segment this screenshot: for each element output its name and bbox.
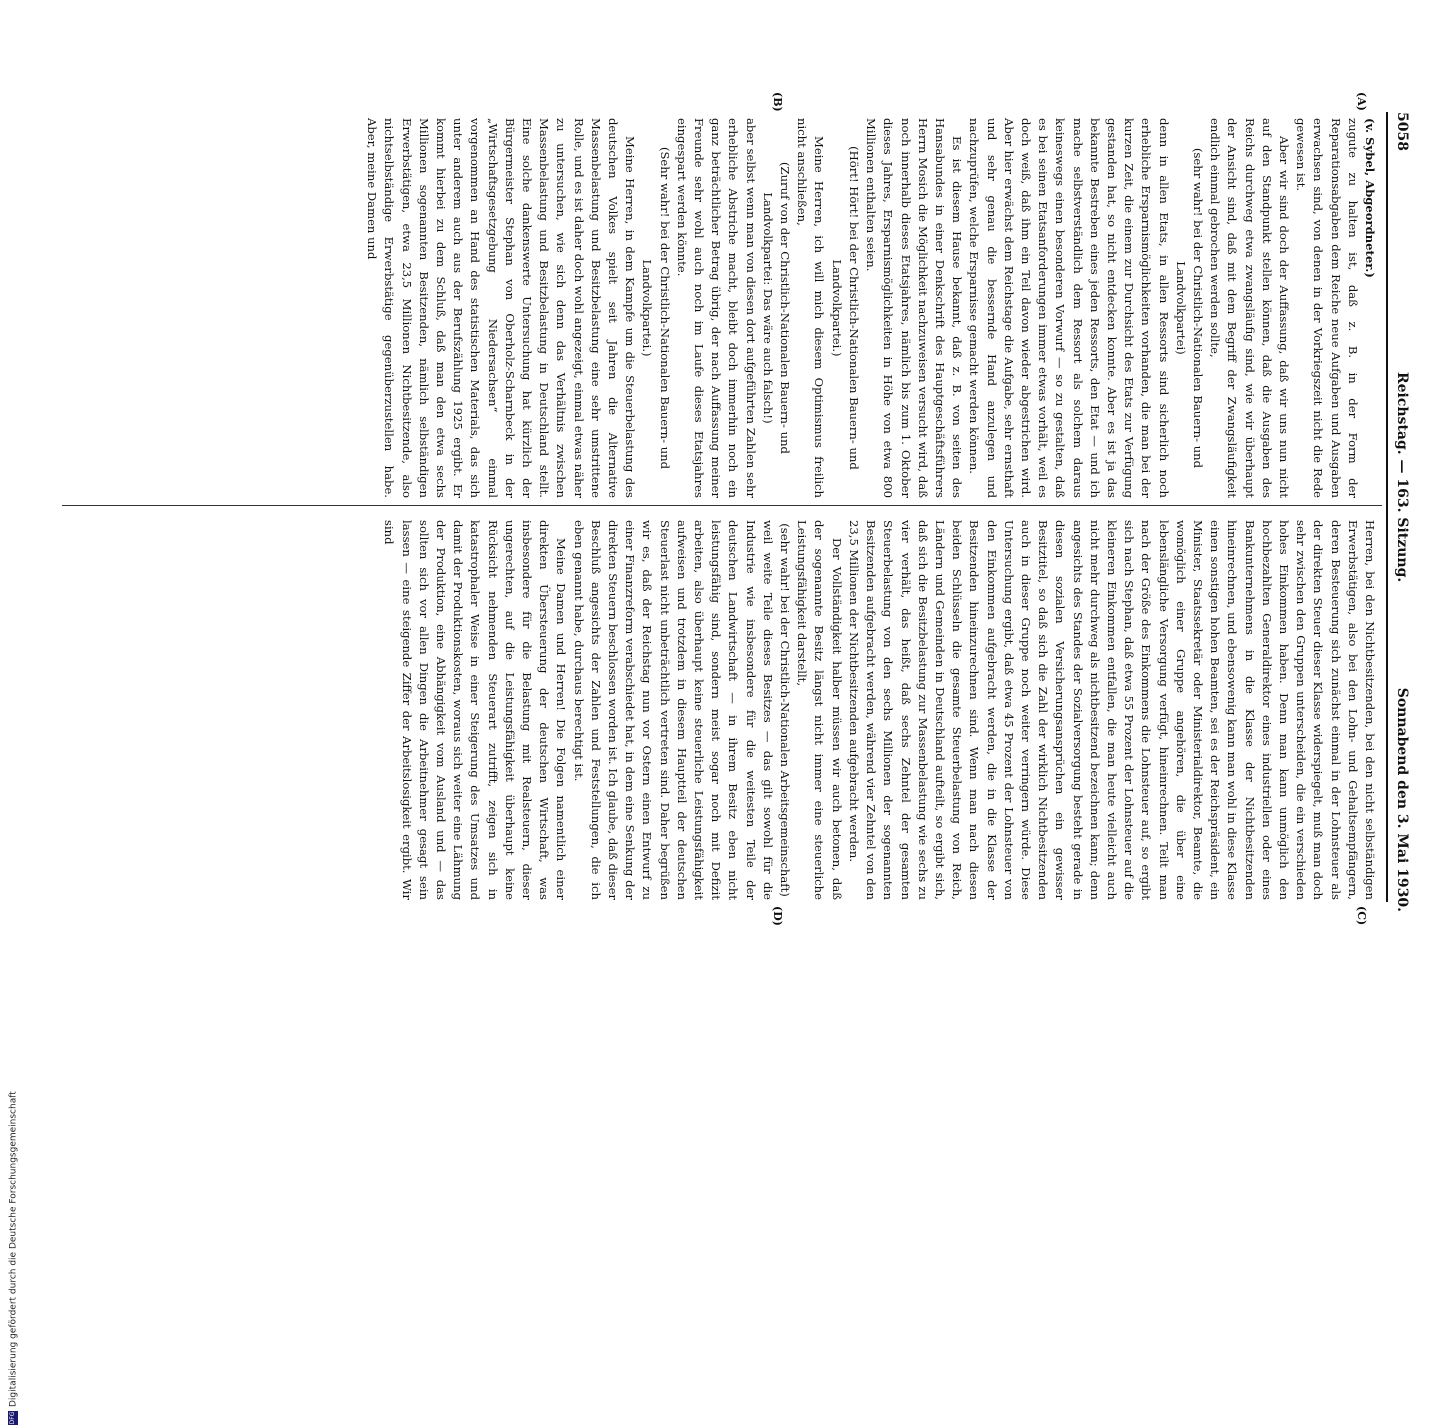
left-paragraph: Aber wir sind doch der Auffassung, daß wir uns nun nicht auf den Standpunkt stellen können, daß die Ausgaben des Reichs durchweg etwa zwangsläufig sind, wie wir überhaupt der Ansicht sind, daß mit dem Begriff der Zwangsläufigkeit endlich einmal gebrochen werden sollte,: [1208, 118, 1291, 498]
interjection: (sehr wahr! bei der Christlich-Nationalen Bauern- und Landvolkpartei): [1173, 147, 1205, 469]
left-paragraph: aber selbst wenn man von diesen dort aufgeführten Zahlen sehr erhebliche Abstriche macht, bleibt doch immerhin noch ein ganz beträchtlicher Betrag übrig, der nach Auffassung meiner Freunde sehr wohl auch noch im Laufe dieses Etatsjahres eingespart werden könnte.: [674, 118, 758, 498]
header-date: Sonnabend den 3. Mai 1930.: [1394, 687, 1410, 912]
right-paragraph: Herren, bei den Nichtbesitzenden, bei den nicht selbständigen Erwerbstätigen, also bei den Lohn- und Gehaltsempfängern, deren Besteuerung sich zunächst einmal in der Lohnsteuer als der direkten Steuer dieser Klasse widerspiegelt, muß man doch sehr zwischen den Gruppen unterscheiden, die ein verschieden hohes Einkommen haben. Denn man kann unmöglich den hochbezahlten Generaldirektor eines industriellen oder eines Bankunternehmens in die Klasse der Nichtbesitzenden hineinrechnen, und ebensowenig kann man wohl in diese Klasse einen sonstigen hohen Beamten, sei es der Reichspräsident, ein Minister, Staatssekretär oder Ministerialdirektor, Beamte, die womöglich einer Gruppe angehören, die über eine lebenslängliche Versorgung verfügt, hineinrechnen. Teilt man nach der Größe des Einkommens die Lohnsteuer auf, so ergibt sich nach Stephan, daß etwa 55 Prozent der Lohnsteuer auf die kleineren Einkommen entfallen, die man heute vielleicht auch nicht mehr durchweg als nichtbesitzend bezeichnen kann; denn angesichts des Standes der Sozialversorgung besteht gerade in diesen sozialen Versicherungsansprüchen ein gewisser Besitztitel, so daß sich die Zahl der wirklich Nichtbesitzenden auch in dieser Gruppe noch weiter verringern würde. Diese Untersuchung ergibt, daß etwa 45 Prozent der Lohnsteuer von den Einkommen aufgebracht werden, die in die Klasse der Besitzenden hineinzurechnen sind. Wenn man nach diesen beiden Schlüsseln die gesamte Steuerbelastung von Reich, Ländern und Gemeinden in Deutschland aufteilt, so ergibt sich, daß sich die Besitzbelastung zur Massenbelastung wie sechs zu vier verhält, das heißt, daß sechs Zehntel der gesamten Steuerbelastung von den sechs Millionen der sogenannten Besitzenden aufgebracht werden, während vier Zehntel von den 23,5 Millionen der Nichtbesitzenden aufgebracht werden.: [846, 520, 1377, 900]
interjection: (Sehr wahr! bei der Christlich-Nationalen Bauern- und Landvolkpartei.): [640, 146, 672, 470]
margin-marker-a: (A): [1355, 92, 1368, 111]
dfg-logo-icon: DFG: [9, 1411, 16, 1425]
column-divider: [62, 505, 1382, 506]
digitization-credit: [8, 1091, 19, 1425]
speaker-label: (v. Sybel, Abgeordneter.): [1363, 118, 1377, 278]
right-paragraph: weil weite Teile dieses Besitzes — das gilt sowohl für die Industrie wie insbesondere für die weitesten Teile der deutschen Landwirtschaft — in ihrem Besitz eben nicht leistungsfähig sind, sondern meist sogar noch mit Defizit arbeiten, also überhaupt keine steuerliche Leistungsfähigkeit aufweisen und trotzdem in diesem Hauptteil der deutschen Steuerlast nicht unbeträchtlich vertreten sind. Daher begrüßen wir es, daß der Reichstag nun vor Ostern einen Entwurf zu einer Finanzreform verabschiedet hat, in dem eine Senkung der direkten Steuern beschlossen worden ist. Ich glaube, daß dieser Beschluß angesichts der Zahlen und Feststellungen, die ich eben genannt habe, durchaus berechtigt ist.: [571, 520, 775, 900]
margin-marker-d: (D): [771, 906, 784, 926]
header-title: Reichstag. — 163. Sitzung.: [1394, 372, 1410, 583]
interjection: (Zuruf von der Christlich-Nationalen Bauern- und Landvolkpartei: Das wäre auch falsch!): [760, 162, 793, 454]
page-header: [1386, 112, 1410, 912]
left-column: [363, 118, 1378, 498]
margin-marker-c: (C): [1355, 906, 1368, 926]
left-paragraph: denn in allen Etats, in allen Ressorts sind sicherlich noch erhebliche Ersparnismöglichkeiten vorhanden, die man bei der kurzen Zeit, die einem zur Durchsicht des Etats zur Verfügung gestanden hat, so nicht entdecken konnte. Aber es ist ja das bekannte Bestreben eines jeden Ressorts, den Etat — und ich mache selbstverständlich dem Ressort als solchem daraus keineswegs einen besonderen Vorwurf — so zu gestalten, daß es bei seinen Etatsanforderungen immer etwas vorhält, weil es doch weiß, daß ihm ein Teil davon wieder abgestrichen wird. Aber hier erwächst dem Reichstage die Aufgabe, sehr ernsthaft und sehr genau die bessernde Hand anzulegen und nachzuprüfen, welche Ersparnisse gemacht werden können.: [967, 118, 1171, 498]
right-column: [380, 520, 1378, 900]
credit-text: Digitalisierung gefördert durch die Deutsche Forschungsgemeinschaft: [8, 1091, 19, 1407]
interjection: (sehr wahr! bei der Christlich-Nationalen Arbeitsgemeinschaft): [778, 523, 793, 897]
page-number: 5058: [1394, 112, 1410, 151]
right-paragraph: Meine Damen und Herren! Die Folgen namentlich einer direkten Übersteuerung der deutschen Wirtschaft, was insbesondere für die Belastung mit Realsteuern, dieser ungerechten, auf die Leistungsfähigkeit überhaupt keine Rücksicht nehmenden Steuerart zutrifft, zeigen sich in katastrophaler Weise in einer Steigerung des Umsatzes und damit der Produktionskosten, woraus sich weiter eine Lähmung der Produktion, eine Abhängigkeit vom Ausland und — das sollten sich vor allen Dingen die Arbeitnehmer gesagt sein lassen — eine steigende Ziffer der Arbeitslosigkeit ergibt. Wir sind: [382, 520, 569, 900]
margin-marker-b: (B): [771, 92, 784, 112]
header-rule: [1386, 112, 1388, 902]
left-paragraph: Es ist diesem Hause bekannt, daß z. B. von seiten des Hansabundes in einer Denkschrift des Hauptgeschäftsführers Herrn Mosich die Möglichkeit nachzuweisen versucht wird, daß noch innerhalb dieses Etatsjahres, nämlich bis zum 1. Oktober dieses Jahres, Ersparnismöglichkeiten in Höhe von etwa 800 Millionen enthalten seien.: [864, 118, 965, 498]
left-paragraph: Meine Herren, ich will mich diesem Optimismus freilich nicht anschließen,: [795, 118, 827, 498]
interjection: (Hört! Hört! bei der Christlich-Nationalen Bauern- und Landvolkpartei.): [829, 146, 861, 470]
left-paragraph: zugute zu halten ist, daß z. B. in der Form der Reparationsabgaben dem Reiche neue Aufgaben und Ausgaben erwachsen sind, von denen in der Vorkriegszeit nicht die Rede gewesen ist.: [1294, 118, 1360, 498]
right-paragraph: Der Vollständigkeit halber müssen wir auch betonen, daß der sogenannte Besitz längst nicht immer eine steuerliche Leistungsfähigkeit darstellt,: [795, 520, 844, 900]
left-paragraph: Meine Herren, in dem Kampfe um die Steuerbelastung des deutschen Volkes spielt seit Jahren die Alternative Massenbelastung und Besitzbelastung eine sehr umstrittene Rolle, und es ist daher doch wohl angezeigt, einmal etwas näher zu untersuchen, wie sich denn das Verhältnis zwischen Massenbelastung und Besitzbelastung in Deutschland stellt. Eine solche dankenswerte Untersuchung hat kürzlich der Bürgermeister Stephan von Oberholz-Scharnbeck in der „Wirtschaftsgesetzgebung Niedersachsen“ einmal vorgenommen an Hand des statistischen Materials, das sich unter anderem auch aus der Berufszählung 1925 ergibt. Er kommt hierbei zu dem Schluß, daß man den etwa sechs Millionen sogenannten Besitzenden, nämlich selbständigen Erwerbstätigen, etwa 23,5 Millionen Nichtbesitzende, also nichtselbständige Erwerbstätige gegenüberzustellen habe. Aber, meine Damen und: [365, 118, 638, 498]
